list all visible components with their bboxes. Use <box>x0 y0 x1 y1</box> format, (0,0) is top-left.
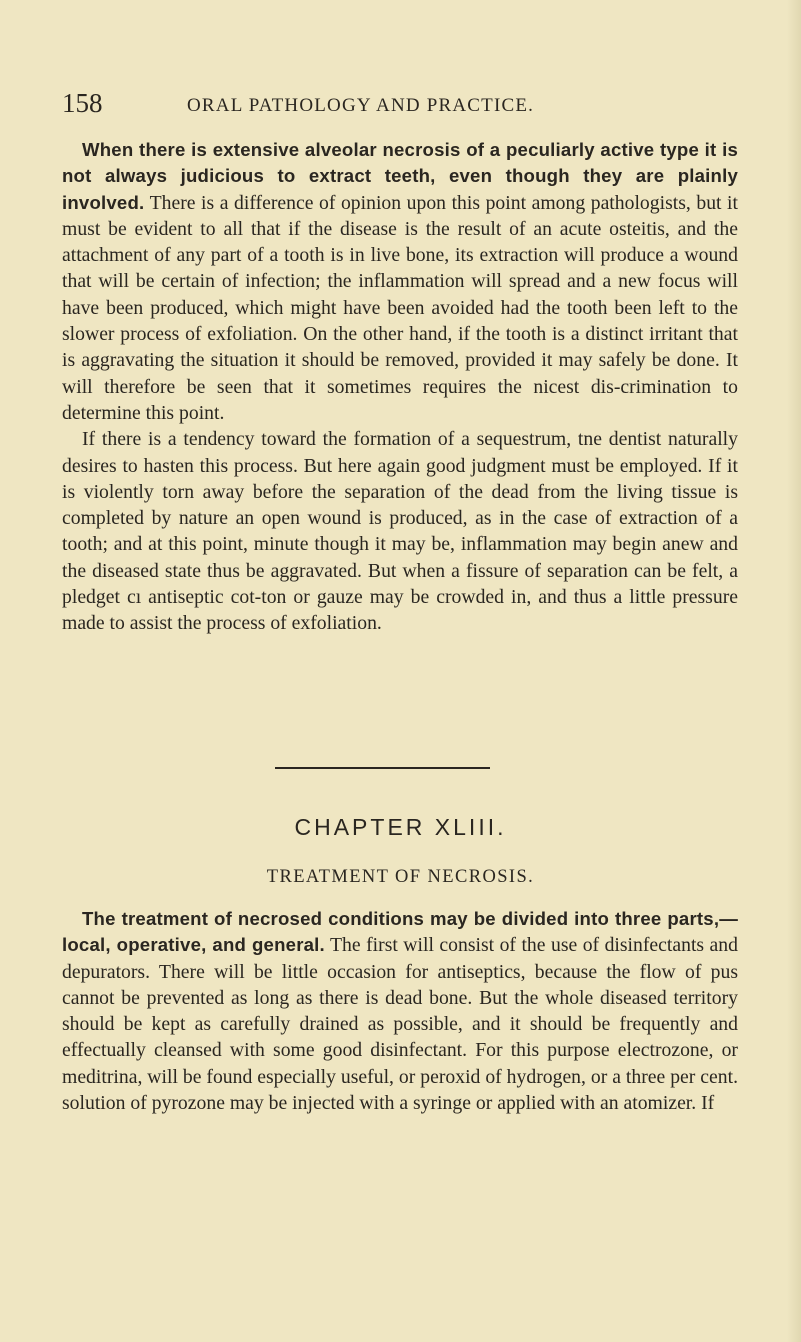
paragraph: If there is a tendency toward the formation of a sequestrum, tne dentist naturally desires to hasten this process. But here again good judgment must be employed. If it is violently torn away before the separation of the dead from the living tissue is completed by nature an open wound is produced, as in the case of extraction of a tooth; and at this point, minute though it may be, inflammation may begin anew and the diseased state thus be aggravated. But when a fissure of separation can be felt, a pledget cı antiseptic cot-ton or gauze may be crowded in, and thus a little pressure made to assist the process of exfoliation. <box>62 428 738 635</box>
bold-lead-text: The treatment of necrosed conditions may be divided into three parts,—local, operative, and general. <box>62 908 738 956</box>
chapter-title: CHAPTER XLIII. <box>294 814 507 840</box>
chapter-subtitle: TREATMENT OF NECROSIS. <box>266 867 535 887</box>
bold-lead-text: When there is extensive alveolar necrosis of a peculiarly active type it is not always judicious to extract teeth, even though they are plainly involved. <box>62 139 738 213</box>
section-2-text <box>62 906 738 1116</box>
page-number: 158 <box>62 88 103 118</box>
section-divider-rule <box>275 767 490 769</box>
paragraph-text: There is a difference of opinion upon this point among pathologists, but it must be evident to all that if the disease is the result of an acute osteitis, and the attachment of any part of a tooth is in live bone, its extraction will produce a wound that will be certain of infection; the inflammation will spread and a new focus will have been produced, which might have been avoided had the tooth been left to the slower process of exfoliation. On the other hand, if the tooth is a distinct irritant that is aggravating the situation it should be removed, provided it may safely be done. It will therefore be seen that it sometimes requires the nicest dis-crimination to determine this point. <box>62 191 738 424</box>
section-1-text <box>62 137 738 637</box>
paragraph <box>62 137 738 426</box>
running-head: ORAL PATHOLOGY AND PRACTICE. <box>187 95 535 116</box>
page-header <box>62 88 742 122</box>
page-edge-shadow <box>787 0 801 1342</box>
paragraph-text: The first will consist of the use of disinfectants and depurators. There will be little occasion for antiseptics, because the flow of pus cannot be prevented as long as there is dead bone. But the whole diseased territory should be kept as carefully drained as possible, and it should be frequently and effectually cleansed with some good disinfectant. For this purpose electrozone, or meditrina, will be found especially useful, or peroxid of hydrogen, or a three per cent. solution of pyrozone may be injected with a syringe or applied with an atomizer. If <box>62 934 738 1115</box>
paragraph <box>62 906 738 1116</box>
